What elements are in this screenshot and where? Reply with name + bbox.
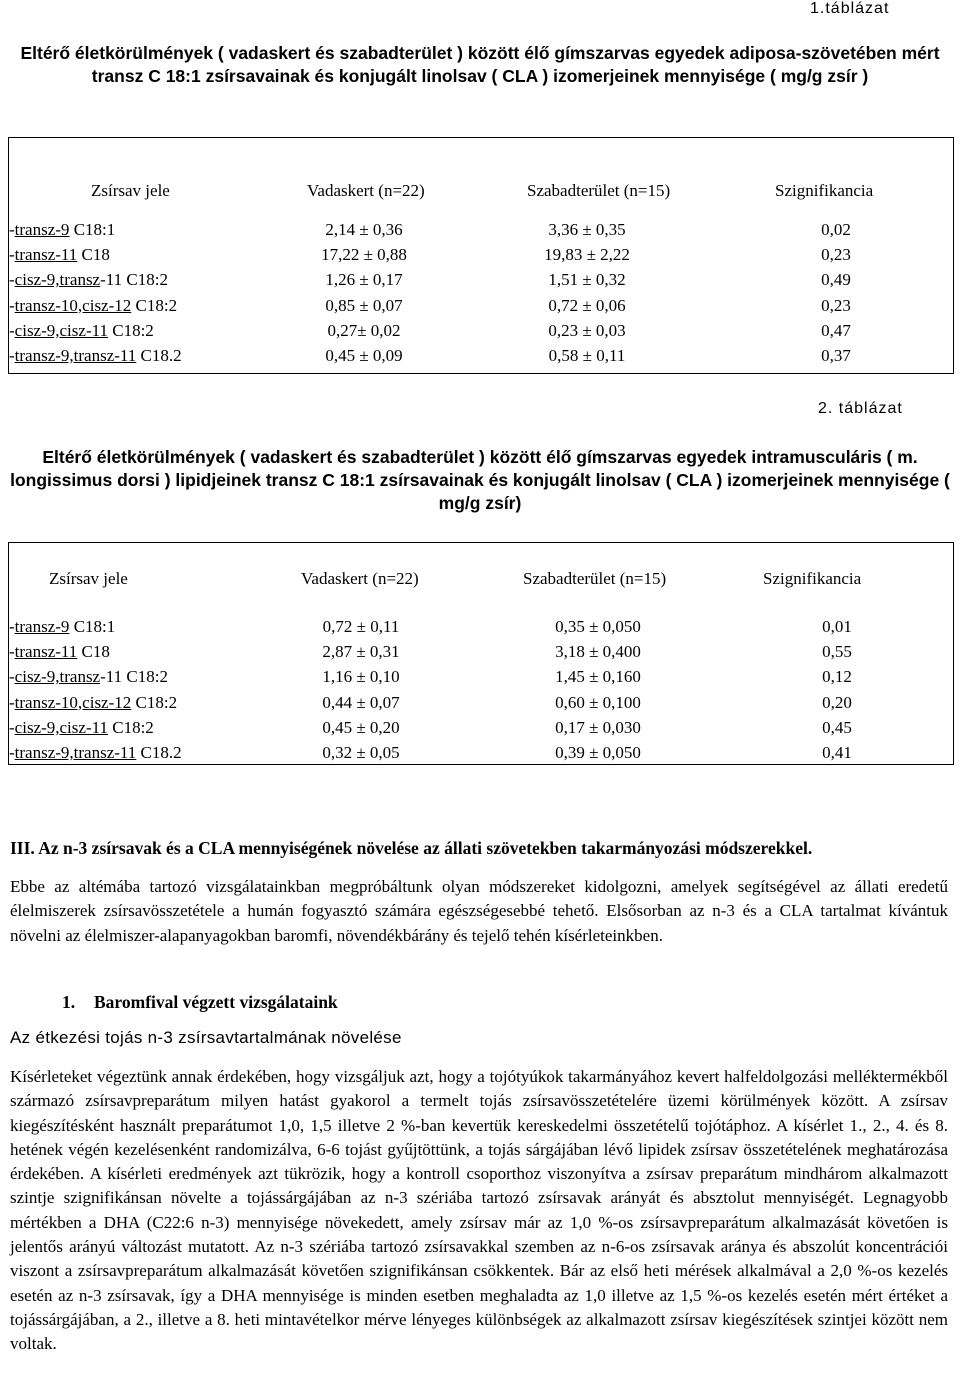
fatty-acid-prefix: -: [9, 320, 15, 340]
fatty-acid-suffix: C18.2: [136, 346, 182, 365]
szabadterulet-value: 0,60 ± 0,100: [555, 692, 641, 712]
fatty-acid-link[interactable]: transz-10,cisz-12: [14, 692, 132, 712]
vadaskert-value: 0,85 ± 0,07: [325, 295, 403, 315]
significance-value: 0,55: [822, 642, 852, 662]
vadaskert-value: 2,87 ± 0,31: [322, 642, 400, 662]
table1-header-col1: Zsírsav jele: [91, 181, 170, 200]
table-row: [9, 343, 953, 368]
fatty-acid-cell: [9, 242, 110, 267]
fatty-acid-link[interactable]: cisz-9,transz: [14, 667, 101, 687]
table2-header-col1: Zsírsav jele: [49, 569, 128, 588]
fatty-acid-cell: [9, 318, 154, 343]
fatty-acid-cell: [9, 343, 182, 368]
table2-label: 2. táblázat: [818, 400, 903, 417]
vadaskert-value: 0,72 ± 0,11: [322, 617, 400, 636]
vadaskert-value: 0,32 ± 0,05: [322, 743, 400, 762]
table2-caption: Eltérő életkörülmények ( vadaskert és szabadterület ) között élő gímszarvas egyedek intramusculáris ( m. longissimus dorsi ) lipidjeinek transz C 18:1 zsírsavainak és konjugált linolsav ( CLA ) izomerjeinek mennyisége ( mg/g zsír): [10, 447, 950, 513]
fatty-acid-link[interactable]: cisz-9,cisz-11: [14, 717, 108, 737]
fatty-acid-prefix: -: [9, 220, 15, 239]
fatty-acid-cell: [9, 690, 177, 715]
szabadterulet-value: 19,83 ± 2,22: [544, 245, 630, 265]
szabadterulet-value: 1,51 ± 0,32: [548, 270, 626, 290]
table-row: [9, 715, 953, 740]
table-row: [9, 740, 953, 765]
sub1-subtitle: Az étkezési tojás n-3 zsírsavtartalmának növelése: [10, 1028, 402, 1047]
szabadterulet-value: 0,58 ± 0,11: [548, 346, 626, 365]
fatty-acid-link[interactable]: transz-11: [14, 642, 78, 662]
table-row: [9, 639, 953, 664]
fatty-acid-suffix: -11 C18:2: [100, 667, 168, 687]
fatty-acid-link[interactable]: transz-9,transz-11: [14, 743, 137, 762]
szabadterulet-value: 3,36 ± 0,35: [548, 220, 626, 239]
fatty-acid-link[interactable]: transz-11: [14, 245, 78, 265]
fatty-acid-prefix: -: [9, 617, 15, 636]
vadaskert-value: 1,26 ± 0,17: [325, 270, 403, 290]
fatty-acid-suffix: C18.2: [136, 743, 182, 762]
fatty-acid-cell: [9, 293, 177, 318]
fatty-acid-prefix: -: [9, 743, 15, 762]
table-row: [9, 217, 953, 242]
table-row: [9, 293, 953, 318]
fatty-acid-suffix: C18:2: [107, 717, 154, 737]
szabadterulet-value: 0,39 ± 0,050: [555, 743, 641, 762]
table-row: [9, 664, 953, 689]
fatty-acid-prefix: -: [9, 692, 15, 712]
vadaskert-value: 1,16 ± 0,10: [322, 667, 400, 687]
fatty-acid-suffix: -11 C18:2: [100, 270, 168, 290]
fatty-acid-prefix: -: [9, 667, 15, 687]
table-row: [9, 242, 953, 267]
table1-label: 1.táblázat: [810, 0, 890, 17]
fatty-acid-prefix: -: [9, 295, 15, 315]
significance-value: 0,02: [821, 220, 851, 239]
significance-value: 0,49: [821, 270, 851, 290]
sub1-number: 1.: [62, 992, 76, 1012]
table1-header-col4: Szignifikancia: [775, 181, 874, 200]
szabadterulet-value: 0,17 ± 0,030: [555, 717, 641, 737]
fatty-acid-suffix: C18:2: [131, 295, 178, 315]
significance-value: 0,45: [822, 717, 852, 737]
table-row: [9, 614, 953, 639]
fatty-acid-prefix: -: [9, 346, 15, 365]
fatty-acid-link[interactable]: transz-10,cisz-12: [14, 295, 132, 315]
fatty-acid-cell: [9, 715, 154, 740]
significance-value: 0,41: [822, 743, 852, 762]
fatty-acid-prefix: -: [9, 270, 15, 290]
fatty-acid-prefix: -: [9, 245, 15, 265]
significance-value: 0,12: [822, 667, 852, 687]
table1: [8, 137, 954, 374]
table1-header-col2: Vadaskert (n=22): [307, 181, 425, 200]
fatty-acid-cell: [9, 614, 115, 639]
table2-header-col2: Vadaskert (n=22): [301, 569, 419, 588]
fatty-acid-prefix: -: [9, 717, 15, 737]
fatty-acid-link[interactable]: transz-9: [14, 617, 70, 636]
table-row: [9, 318, 953, 343]
vadaskert-value: 0,45 ± 0,09: [325, 346, 403, 365]
significance-value: 0,23: [821, 295, 851, 315]
szabadterulet-value: 3,18 ± 0,400: [555, 642, 641, 662]
significance-value: 0,37: [821, 346, 851, 365]
fatty-acid-link[interactable]: transz-9,transz-11: [14, 346, 137, 365]
significance-value: 0,23: [821, 245, 851, 265]
table1-caption: Eltérő életkörülmények ( vadaskert és szabadterület ) között élő gímszarvas egyedek adiposa-szövetében mért transz C 18:1 zsírsavainak és konjugált linolsav ( CLA ) izomerjeinek mennyisége ( mg/g zsír ): [20, 43, 940, 86]
fatty-acid-link[interactable]: cisz-9,transz: [14, 270, 101, 290]
fatty-acid-link[interactable]: cisz-9,cisz-11: [14, 320, 108, 340]
table2-header-col3: Szabadterület (n=15): [523, 569, 667, 588]
table1-header-col3: Szabadterület (n=15): [527, 181, 671, 200]
fatty-acid-suffix: C18:1: [69, 617, 116, 636]
table-row: [9, 690, 953, 715]
fatty-acid-cell: [9, 740, 182, 765]
vadaskert-value: 0,44 ± 0,07: [322, 692, 400, 712]
fatty-acid-suffix: C18:2: [131, 692, 178, 712]
fatty-acid-suffix: C18:2: [107, 320, 154, 340]
fatty-acid-cell: [9, 267, 168, 292]
szabadterulet-value: 0,72 ± 0,06: [548, 295, 626, 315]
table2-header-col4: Szignifikancia: [763, 569, 862, 588]
section3-intro: Ebbe az altémába tartozó vizsgálatainkban megpróbáltunk olyan módszereket kidolgozni, amelyek segítségével az állati eredetű élelmiszerek zsírsavösszetétele a humán fogyasztó számára egészségesebbé tehető. Elsősorban az n-3 és a CLA tartalmat kívántuk növelni az élelmiszer-alapanyagokban baromfi, növendékbárány és tejelő tehén kísérleteinkben.: [10, 877, 948, 945]
fatty-acid-cell: [9, 639, 110, 664]
significance-value: 0,47: [821, 320, 851, 340]
szabadterulet-value: 0,23 ± 0,03: [548, 320, 626, 340]
vadaskert-value: 0,45 ± 0,20: [322, 717, 400, 737]
fatty-acid-cell: [9, 664, 168, 689]
vadaskert-value: 2,14 ± 0,36: [325, 220, 403, 239]
fatty-acid-suffix: C18:1: [69, 220, 116, 239]
fatty-acid-suffix: C18: [77, 642, 110, 662]
fatty-acid-link[interactable]: transz-9: [14, 220, 70, 239]
significance-value: 0,20: [822, 692, 852, 712]
significance-value: 0,01: [822, 617, 852, 636]
szabadterulet-value: 1,45 ± 0,160: [555, 667, 641, 687]
table2: [8, 542, 954, 765]
vadaskert-value: 0,27± 0,02: [327, 320, 401, 340]
section3-body: Kísérleteket végeztünk annak érdekében, hogy vizsgáljuk azt, hogy a tojótyúkok takarmányához kevert halfeldolgozási melléktermékből származó zsírsavpreparátum milyen hatást gyakorol a termelt tojás zsírsavösszetételére üzemi körülmények között. A zsírsav kiegészítésként használt preparátumot 1,0, 1,5 illetve 2 %-ban kevertük kereskedelmi összetételű tojótáphoz. A kísérlet 1., 2., 4. és 8. hetének végén kezelésenként randomizálva, 6-6 tojást gyűjtöttünk, a tojás sárgájában lévő lipidek zsírsav összetételének meghatározása érdekében. A kísérleti eredmények azt tükrözik, hogy a kontroll csoporthoz viszonyítva a zsírsav preparátum mindhárom alkalmazott szintje szignifikánsan növelte a tojássárgájában az n-3 szériába tartozó zsírsavak arányát és absztolut mennyiségét. Legnagyobb mértékben a DHA (C22:6 n-3) mennyisége növekedett, amely zsírsav már az 1,0 %-os zsírsavpreparátum alkalmazását követően is jelentős arányú változást mutatott. Az n-3 szériába tartozó zsírsavakkal szemben az n-6-os zsírsavak aránya és abszolút koncentrációi viszont a zsírsavpreparátum alkalmazását követően szignifikánsan csökkentek. Bár az első heti mérések alkalmával a 2,0 %-os kezelés esetén az n-3 zsírsavak, így a DHA mennyisége is minden esetben meghaladta az 1,0 illetve az 1,5 %-os kezelés esetén mért értéket a tojássárgájában, a 2., illetve a 8. heti mintavételkor mérve lényeges különbségek az alkalmazott zsírsav kiegészítések szintjei között nem voltak.: [10, 1067, 948, 1354]
sub1-title: Baromfival végzett vizsgálataink: [94, 992, 338, 1012]
fatty-acid-prefix: -: [9, 642, 15, 662]
table-row: [9, 267, 953, 292]
fatty-acid-suffix: C18: [77, 245, 110, 265]
szabadterulet-value: 0,35 ± 0,050: [555, 617, 641, 636]
fatty-acid-cell: [9, 217, 115, 242]
section3-title: III. Az n-3 zsírsavak és a CLA mennyiségének növelése az állati szövetekben takarmányozási módszerekkel.: [10, 838, 813, 858]
vadaskert-value: 17,22 ± 0,88: [321, 245, 407, 265]
